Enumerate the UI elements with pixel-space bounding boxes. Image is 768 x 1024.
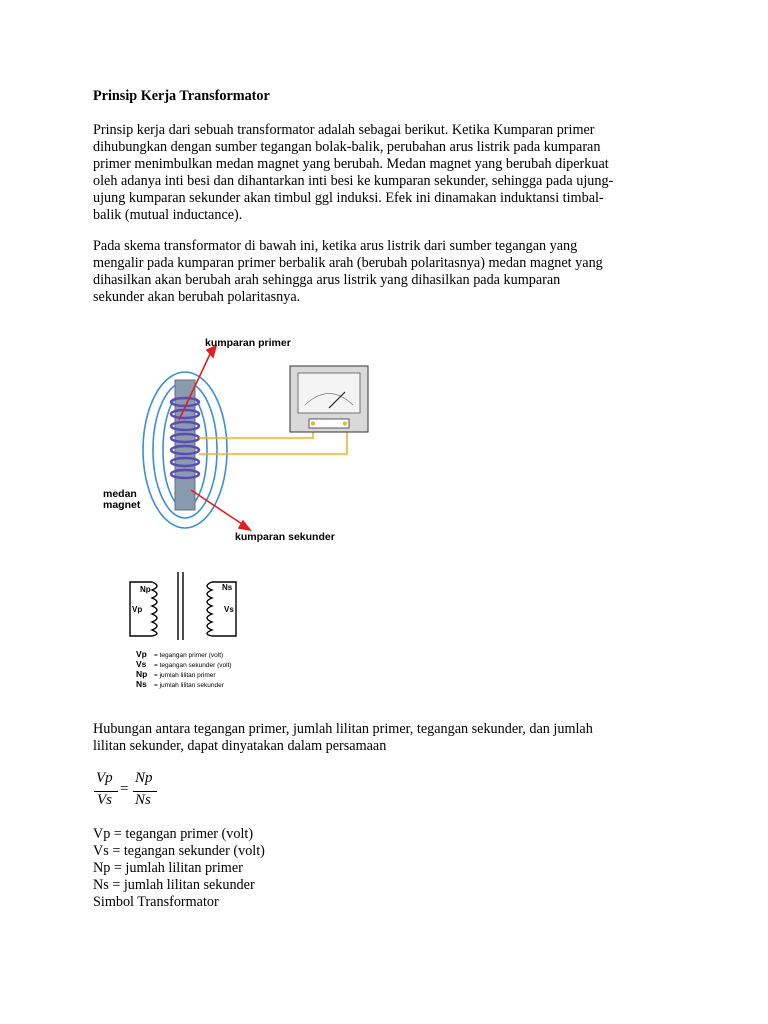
document-title: Prinsip Kerja Transformator xyxy=(93,88,270,104)
text-line: balik (mutual inductance). xyxy=(93,207,243,223)
text-line: Hubungan antara tegangan primer, jumlah lilitan primer, tegangan sekunder, dan jumlah xyxy=(93,721,593,737)
definition-line: Vp = tegangan primer (volt) xyxy=(93,826,254,842)
text-line: Pada skema transformator di bawah ini, ketika arus listrik dari sumber tegangan yang xyxy=(93,238,578,254)
definition-line: Np = jumlah lilitan primer xyxy=(93,860,243,876)
text-line: ujung kumparan sekunder akan timbul ggl induksi. Efek ini dinamakan induktansi timbal- xyxy=(93,190,604,206)
variable-definitions xyxy=(93,826,683,911)
formula-numerator-vp: Vp xyxy=(96,770,113,786)
definition-line: Ns = jumlah lilitan sekunder xyxy=(93,877,255,893)
legend-sym: Vp xyxy=(136,649,147,659)
text-line: oleh adanya inti besi dan dihantarkan inti besi ke kumparan sekunder, sehingga pada ujung- xyxy=(93,173,614,189)
legend-sym: Np xyxy=(136,669,148,679)
formula-numerator-np: Np xyxy=(135,770,153,786)
paragraph-relation xyxy=(93,721,683,755)
symbol-vs: Vs xyxy=(224,605,234,614)
text-line: lilitan sekunder, dapat dinyatakan dalam persamaan xyxy=(93,738,387,754)
text-line: mengalir pada kumparan primer berbalik arah (berubah polaritasnya) medan magnet yang xyxy=(93,255,603,271)
formula-equals: = xyxy=(120,781,129,797)
legend-sym: Ns xyxy=(136,679,147,689)
definition-line: Vs = tegangan sekunder (volt) xyxy=(93,843,265,859)
label-magnet: magnet xyxy=(103,499,141,511)
label-kumparan-primer: kumparan primer xyxy=(205,337,291,349)
text-line: sekunder akan berubah polaritasnya. xyxy=(93,289,301,305)
text-line: dihasilkan akan berubah arah sehingga arus listrik yang dihasilkan pada kumparan xyxy=(93,272,561,288)
paragraph-schema xyxy=(93,238,683,306)
legend-desc: = tegangan sekunder (volt) xyxy=(154,662,232,669)
symbol-vp: Vp xyxy=(132,605,143,614)
formula-denominator-vs: Vs xyxy=(97,792,112,808)
text-line: dihubungkan dengan sumber tegangan bolak-balik, perubahan arus listrik pada kumparan xyxy=(93,139,601,155)
transformer-symbol-diagram xyxy=(128,568,268,696)
section-heading-simbol: Simbol Transformator xyxy=(93,894,219,910)
voltmeter xyxy=(290,366,368,432)
text-line: Prinsip kerja dari sebuah transformator adalah sebagai berikut. Ketika Kumparan primer xyxy=(93,122,595,138)
legend-desc: = jumlah lilitan sekunder xyxy=(154,682,224,689)
text-line: primer menimbulkan medan magnet yang berubah. Medan magnet yang berubah diperkuat xyxy=(93,156,609,172)
symbol-np: Np xyxy=(140,585,151,594)
ratio-formula xyxy=(93,770,163,816)
legend-desc: = jumlah lilitan primer xyxy=(154,672,216,679)
legend-sym: Vs xyxy=(136,659,147,669)
transformer-diagram xyxy=(95,330,380,550)
legend-desc: = tegangan primer (volt) xyxy=(154,652,224,659)
formula-denominator-ns: Ns xyxy=(135,792,151,808)
label-medan: medan xyxy=(103,488,137,500)
label-kumparan-sekunder: kumparan sekunder xyxy=(235,531,335,543)
paragraph-principle xyxy=(93,122,683,224)
symbol-circuit xyxy=(130,572,236,640)
symbol-ns: Ns xyxy=(222,583,233,592)
